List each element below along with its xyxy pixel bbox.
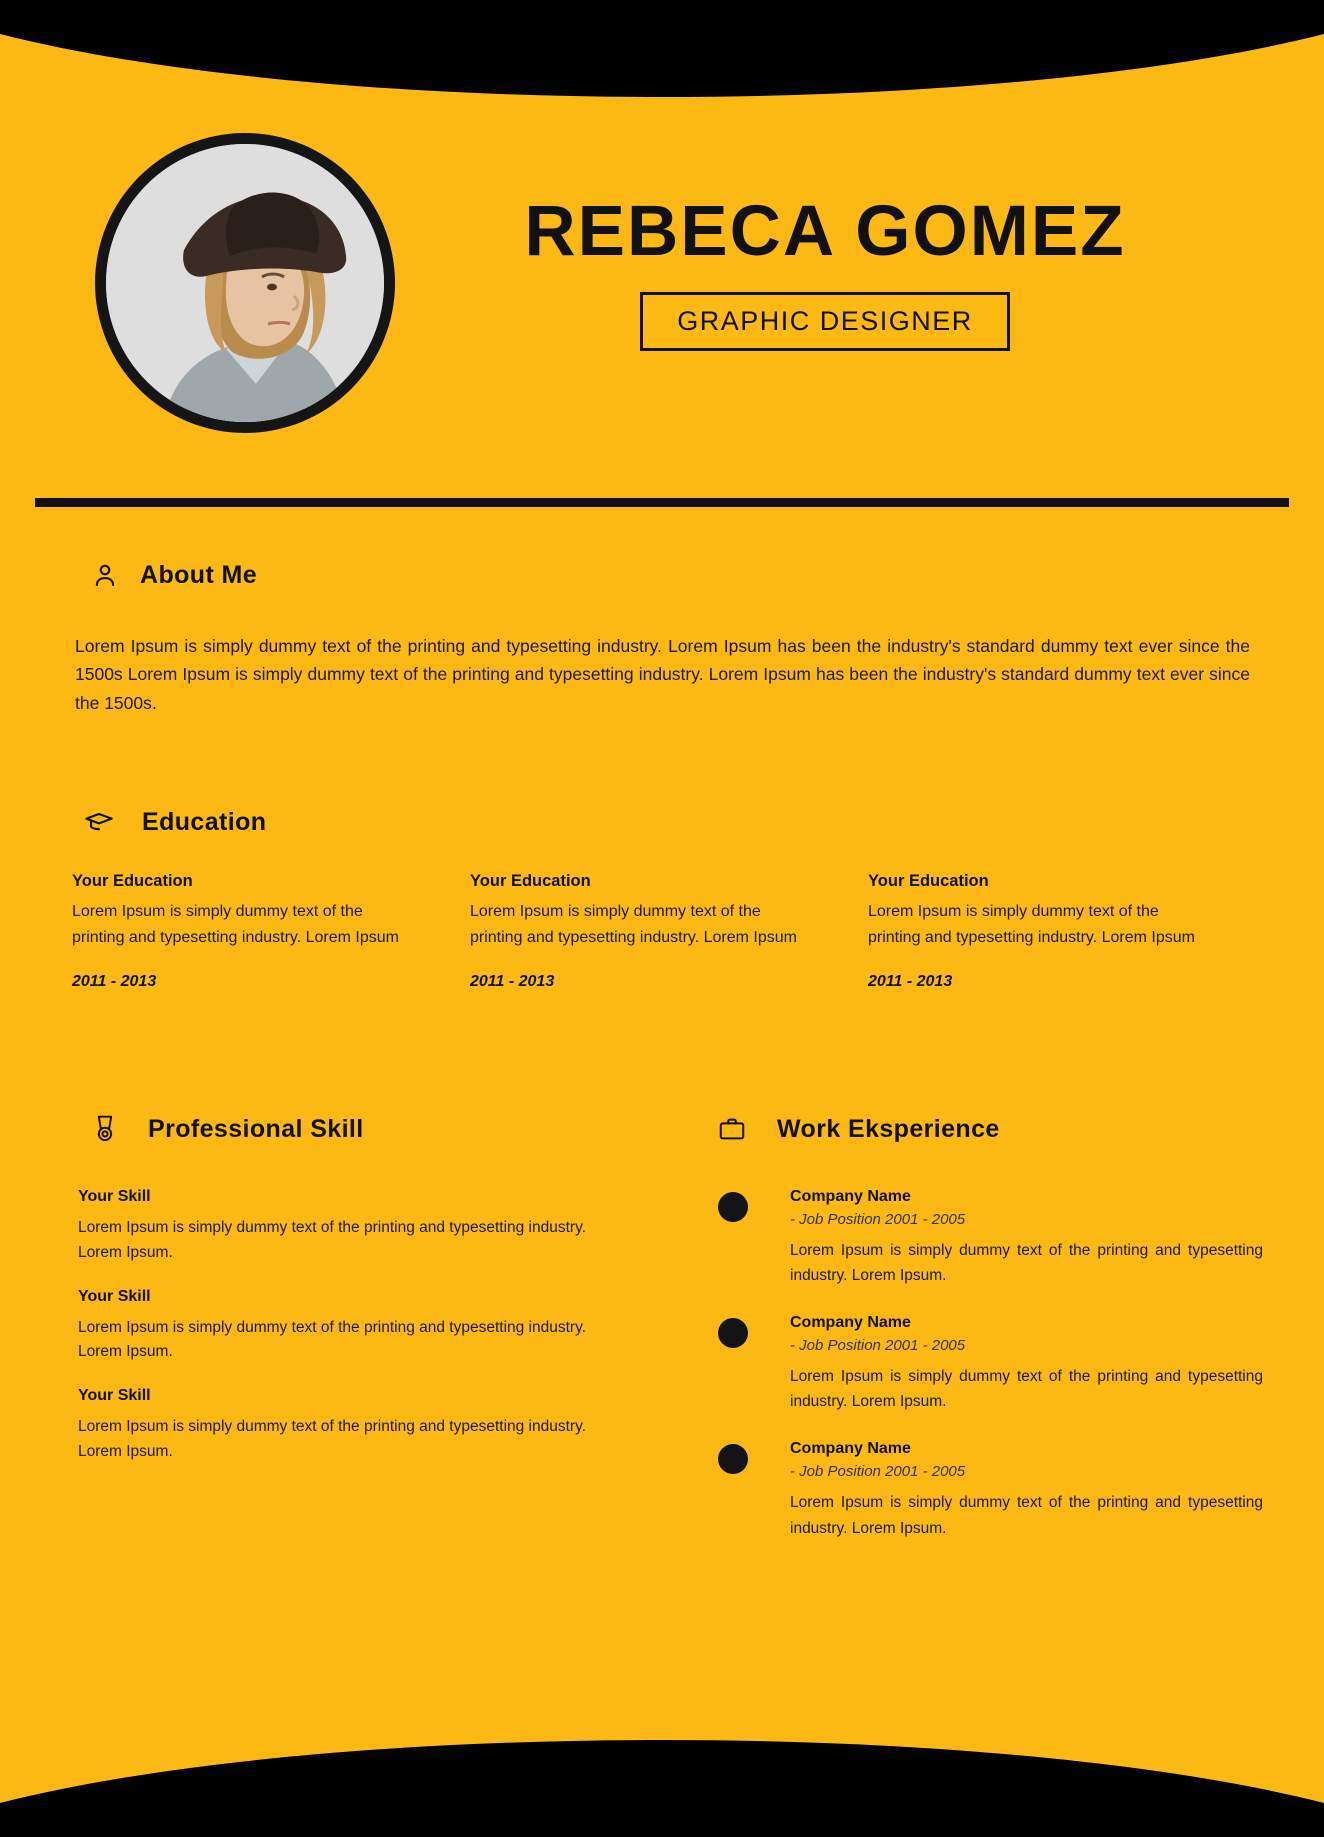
section-title-education: Education [142,807,267,836]
education-title: Your Education [470,872,591,890]
resume-header [0,115,1324,435]
education-item [868,872,1201,991]
bullet-icon [718,1192,748,1222]
skill-name: Your Skill [78,1287,151,1305]
section-header-about [88,558,257,592]
work-company: Company Name [790,1440,911,1458]
page-title: REBECA GOMEZ [524,192,1126,271]
section-title-skills: Professional Skill [148,1114,364,1143]
work-list [718,1188,1263,1567]
skill-name: Your Skill [78,1188,151,1205]
skill-description: Lorem Ipsum is simply dummy text of the printing and typesetting industry. Lorem Ipsum. [78,1418,586,1460]
role-badge [640,292,1010,351]
skill-description: Lorem Ipsum is simply dummy text of the printing and typesetting industry. Lorem Ipsum. [78,1318,586,1361]
education-title: Your Education [72,872,193,890]
section-header-work [715,1112,1000,1146]
graduation-cap-icon [82,805,116,839]
section-header-skills [88,1112,364,1146]
education-years: 2011 - 2013 [470,972,555,990]
avatar-photo [106,144,384,422]
work-company: Company Name [790,1314,911,1332]
skill-description: Lorem Ipsum is simply dummy text of the printing and typesetting industry. Lorem Ipsum. [78,1219,586,1261]
work-description: Lorem Ipsum is simply dummy text of the printing and typesetting industry. Lorem Ipsum. [790,1242,1263,1285]
education-description: Lorem Ipsum is simply dummy text of the printing and typesetting industry. Lorem Ipsum [72,903,399,946]
bullet-icon [718,1318,748,1348]
role-label: GRAPHIC DESIGNER [677,305,973,336]
education-item [72,872,405,991]
work-company: Company Name [790,1188,911,1205]
work-position: - Job Position 2001 - 2005 [790,1463,966,1481]
about-text: Lorem Ipsum is simply dummy text of the printing and typesetting industry. Lorem Ipsum has been the industry's standard dummy text ever since the 1500s Lorem Ipsum is simply dummy text of the printing and typesetting industry. Lorem Ipsum has been the industry's standard dummy text ever since the 1500s. [75,636,1250,713]
work-item [718,1188,1263,1288]
work-position: - Job Position 2001 - 2005 [790,1337,966,1355]
skill-item [78,1387,618,1465]
education-title: Your Education [868,872,989,890]
skill-item [78,1188,618,1266]
name-block [430,192,1220,351]
skills-list [78,1188,618,1487]
briefcase-icon [715,1112,749,1146]
person-icon [88,558,122,592]
education-description: Lorem Ipsum is simply dummy text of the printing and typesetting industry. Lorem Ipsum [470,903,797,946]
avatar [95,133,395,433]
bullet-icon [718,1444,748,1474]
education-item [470,872,803,991]
education-list [72,872,1257,991]
work-item [718,1314,1263,1414]
work-item [718,1440,1263,1540]
medal-icon [88,1112,122,1146]
section-title-work: Work Eksperience [777,1114,1000,1143]
education-years: 2011 - 2013 [868,972,953,990]
header-divider [35,498,1289,507]
education-years: 2011 - 2013 [72,972,157,990]
skill-item [78,1288,618,1366]
work-description: Lorem Ipsum is simply dummy text of the printing and typesetting industry. Lorem Ipsum. [790,1368,1263,1411]
education-description: Lorem Ipsum is simply dummy text of the printing and typesetting industry. Lorem Ipsum [868,903,1195,946]
section-title-about: About Me [140,560,258,589]
work-position: - Job Position 2001 - 2005 [790,1211,966,1228]
work-description: Lorem Ipsum is simply dummy text of the printing and typesetting industry. Lorem Ipsum. [790,1494,1263,1537]
skill-name: Your Skill [78,1387,151,1405]
section-header-education [82,805,266,839]
